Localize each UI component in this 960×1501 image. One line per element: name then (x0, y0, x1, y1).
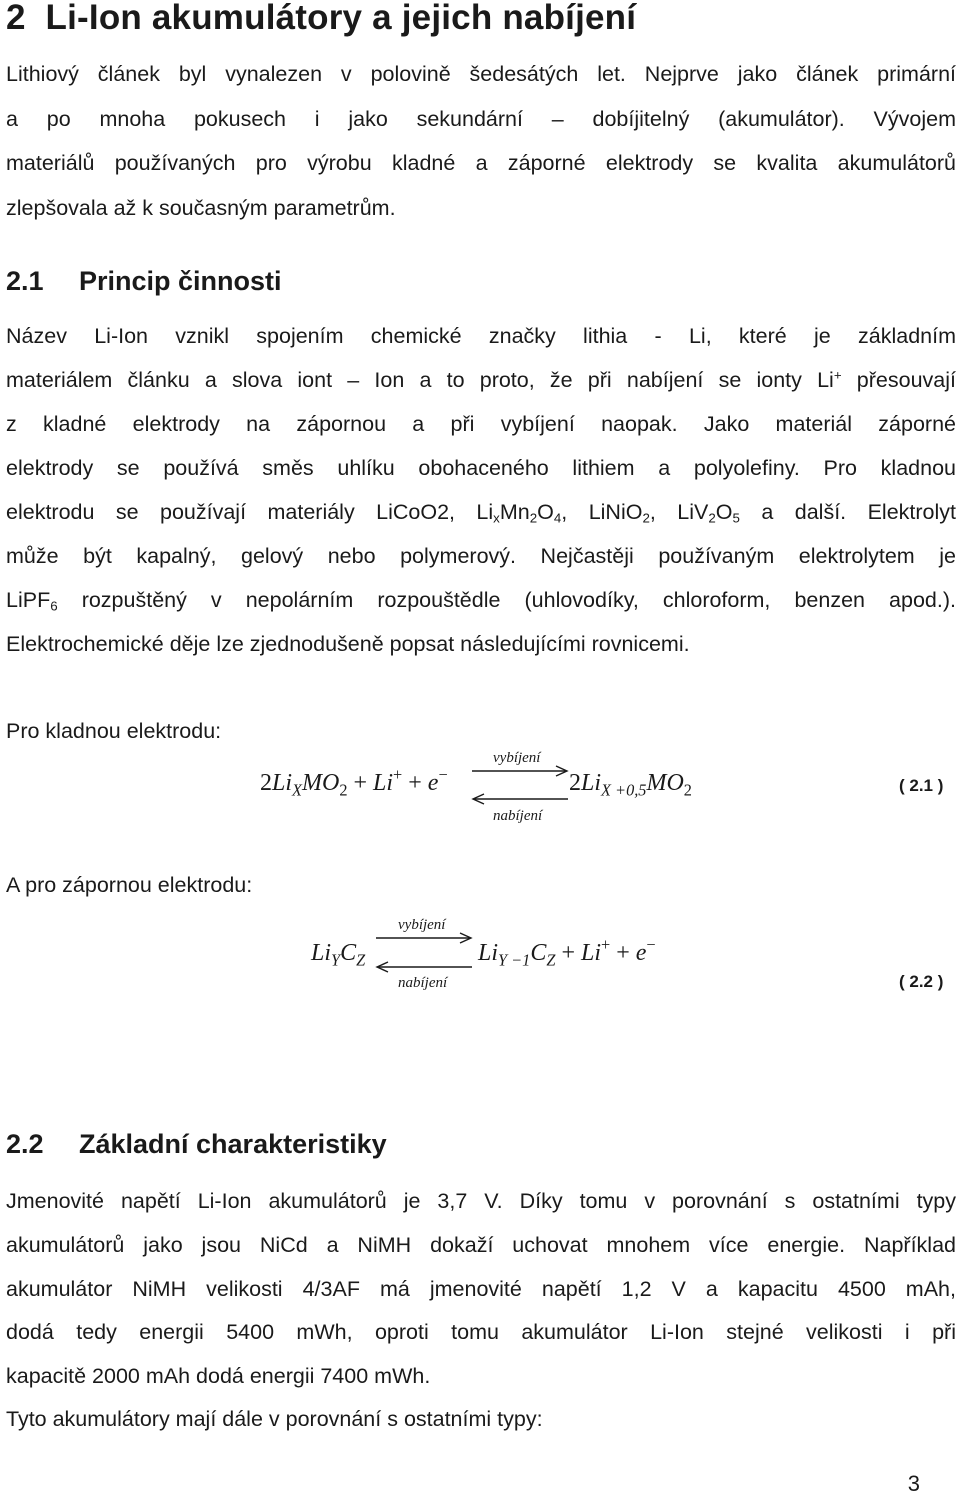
characteristics-line-5: kapacitě 2000 mAh dodá energii 7400 mWh. (6, 1364, 431, 1388)
section-title: Základní charakteristiky (79, 1129, 387, 1159)
negative-electrode-label: A pro zápornou elektrodu: (6, 873, 253, 897)
principle-line-3: z kladné elektrody na zápornou a při vybíjení naopak. Jako materiál záporné (6, 412, 956, 436)
characteristics-line-3: akumulátor NiMH velikosti 4/3AF má jmenovité napětí 1,2 V a kapacitu 4500 mAh, (6, 1277, 956, 1301)
characteristics-line-4: dodá tedy energii 5400 mWh, oproti tomu akumulátor Li-Ion stejné velikosti i při (6, 1320, 956, 1344)
section-number: 2.2 (6, 1129, 44, 1159)
chapter-number: 2 (6, 0, 26, 37)
equation-2-2-arrow-top-label: vybíjení (398, 917, 446, 933)
equation-2-2-tag: ( 2.2 ) (899, 972, 944, 991)
equation-2-2-right: $Li_{Y -1}C_Z + Li^+ + e^-$ (478, 935, 656, 970)
principle-line-2: materiálem článku a slova iont – Ion a to proto, že při nabíjení se ionty Li+ přesouvají (6, 367, 956, 392)
section-number: 2.1 (6, 266, 44, 296)
characteristics-line-2: akumulátorů jako jsou NiCd a NiMH dokaží uchovat mnohem více energie. Například (6, 1233, 956, 1257)
equation-2-1-right: $2Li_{X +0,5}MO_2$ (569, 770, 692, 800)
page-number: 3 (907, 1471, 920, 1496)
equation-2-2-left: $Li_YC_Z$ (311, 940, 366, 970)
equation-2-1-left: $2Li_XMO_2 + Li^+ + e^-$ (260, 765, 448, 800)
chapter-title: Li-Ion akumulátory a jejich nabíjení (45, 0, 637, 37)
principle-line-5: elektrodu se používají materiály LiCoO2, $Li_xMn_2O_4$, LiNiO$_2$, $LiV_2O_5$ a další. Elektrolyt (6, 500, 956, 526)
principle-line-4: elektrody se používá směs uhlíku obohaceného lithiem a polyolefiny. Pro kladnou (6, 456, 956, 480)
equilibrium-arrows-icon (470, 768, 570, 808)
chapter-heading (6, 0, 636, 38)
positive-electrode-label: Pro kladnou elektrodu: (6, 719, 222, 743)
section-heading-2-2 (6, 1129, 387, 1160)
intro-line-3: materiálů používaných pro výrobu kladné a záporné elektrody se kvalita akumulátorů (6, 151, 956, 175)
principle-line-7: LiPF$_6$ rozpuštěný v nepolárním rozpouštědle (uhlovodíky, chloroform, benzen apod.). (6, 588, 956, 614)
characteristics-line-1: Jmenovité napětí Li-Ion akumulátorů je 3,7 V. Díky tomu v porovnání s ostatními typy (6, 1189, 956, 1213)
section-heading-2-1 (6, 266, 282, 297)
equation-2-2-arrow-bottom-label: nabíjení (398, 975, 448, 991)
intro-line-2: a po mnoha pokusech i jako sekundární – dobíjitelný (akumulátor). Vývojem (6, 107, 956, 131)
equation-2-1-tag: ( 2.1 ) (899, 776, 944, 795)
principle-line-1: Název Li-Ion vznikl spojením chemické značky lithia - Li, které je základním (6, 324, 956, 348)
intro-line-1: Lithiový článek byl vynalezen v polovině šedesátých let. Nejprve jako článek primární (6, 62, 956, 86)
characteristics-line-6: Tyto akumulátory mají dále v porovnání s ostatními typy: (6, 1407, 543, 1431)
equation-2-1-arrow-top-label: vybíjení (493, 750, 541, 766)
section-title: Princip činnosti (79, 266, 282, 296)
principle-line-6: může být kapalný, gelový nebo polymerový. Nejčastěji používaným elektrolytem je (6, 544, 956, 568)
principle-line-8: Elektrochemické děje lze zjednodušeně popsat následujícími rovnicemi. (6, 632, 690, 656)
equilibrium-arrows-icon (374, 935, 474, 975)
intro-line-4: zlepšovala až k současným parametrům. (6, 196, 396, 220)
equation-2-1-arrow-bottom-label: nabíjení (493, 808, 543, 824)
